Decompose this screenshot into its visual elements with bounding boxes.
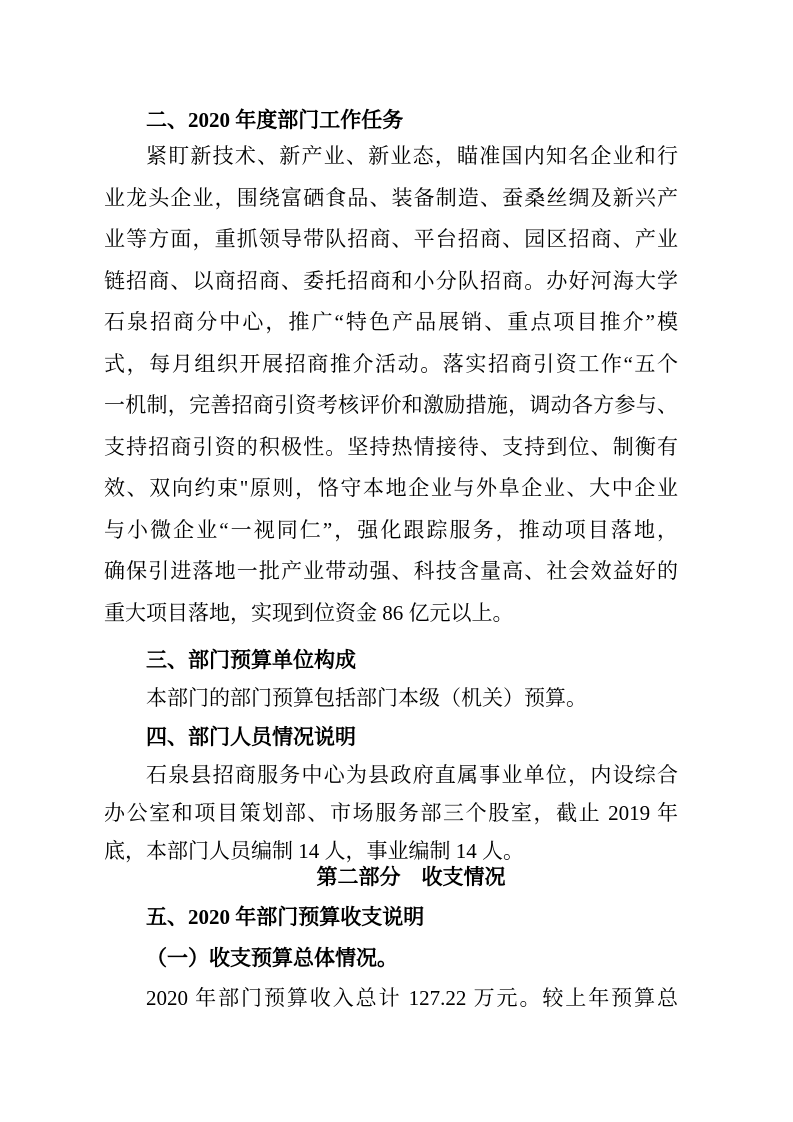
- section-heading-text: 二、2020 年度部门工作任务: [146, 108, 404, 132]
- part-title-text: 第二部分 收支情况: [316, 865, 506, 889]
- section-heading-text: 三、部门预算单位构成: [146, 648, 356, 672]
- paragraph-line: 底，本部门人员编制 14 人，事业编制 14 人。: [104, 839, 524, 863]
- paragraph-line: 紧盯新技术、新产业、新业态，瞄准国内知名企业和行: [146, 144, 678, 168]
- subsection-heading-overall: [104, 939, 678, 977]
- paragraph-line: 2020 年部门预算收入总计 127.22 万元。较上年预算总: [146, 986, 678, 1010]
- paragraph-line: 与小微企业“一视同仁”，强化跟踪服务，推动项目落地，: [104, 517, 678, 542]
- paragraph-line: 石泉县招商服务中心为县政府直属事业单位，内设综合: [146, 763, 678, 787]
- paragraph-line: 链招商、以商招商、委托招商和小分队招商。办好河海大学: [104, 268, 678, 293]
- work-tasks-paragraph: [104, 136, 678, 634]
- paragraph-line: 支持招商引资的积极性。坚持热情接待、支持到位、制衡有: [104, 434, 678, 459]
- budget-units-paragraph: [104, 679, 678, 717]
- subsection-heading-text: （一）收支预算总体情况。: [146, 946, 398, 970]
- paragraph-line: 办公室和项目策划部、市场服务部三个股室，截止 2019 年: [104, 801, 678, 825]
- section-heading-text: 四、部门人员情况说明: [146, 725, 356, 749]
- part-title: [104, 858, 678, 896]
- paragraph-line: 石泉招商分中心，推广“特色产品展销、重点项目推介”模: [104, 310, 678, 334]
- overall-paragraph: [104, 979, 678, 1017]
- section-heading-staff: [104, 718, 678, 756]
- paragraph-line: 确保引进落地一批产业带动强、科技含量高、社会效益好的: [104, 559, 678, 583]
- section-heading-budget-units: [104, 641, 678, 679]
- paragraph-line: 效、双向约束"原则，恪守本地企业与外阜企业、大中企业: [104, 476, 678, 500]
- paragraph-line: 本部门的部门预算包括部门本级（机关）预算。: [146, 686, 587, 710]
- section-heading-work-tasks: [104, 101, 678, 139]
- section-heading-budget-explanation: [104, 898, 678, 936]
- paragraph-line: 式，每月组织开展招商推介活动。落实招商引资工作“五个: [104, 351, 678, 376]
- paragraph-line: 一机制，完善招商引资考核评价和激励措施，调动各方参与、: [104, 393, 678, 417]
- section-heading-text: 五、2020 年部门预算收支说明: [146, 905, 425, 929]
- staff-paragraph: [104, 756, 678, 870]
- paragraph-line: 业龙头企业，围绕富硒食品、装备制造、蚕桑丝绸及新兴产: [104, 185, 678, 210]
- paragraph-line: 重大项目落地，实现到位资金 86 亿元以上。: [104, 600, 514, 625]
- paragraph-line: 业等方面，重抓领导带队招商、平台招商、园区招商、产业: [104, 227, 678, 251]
